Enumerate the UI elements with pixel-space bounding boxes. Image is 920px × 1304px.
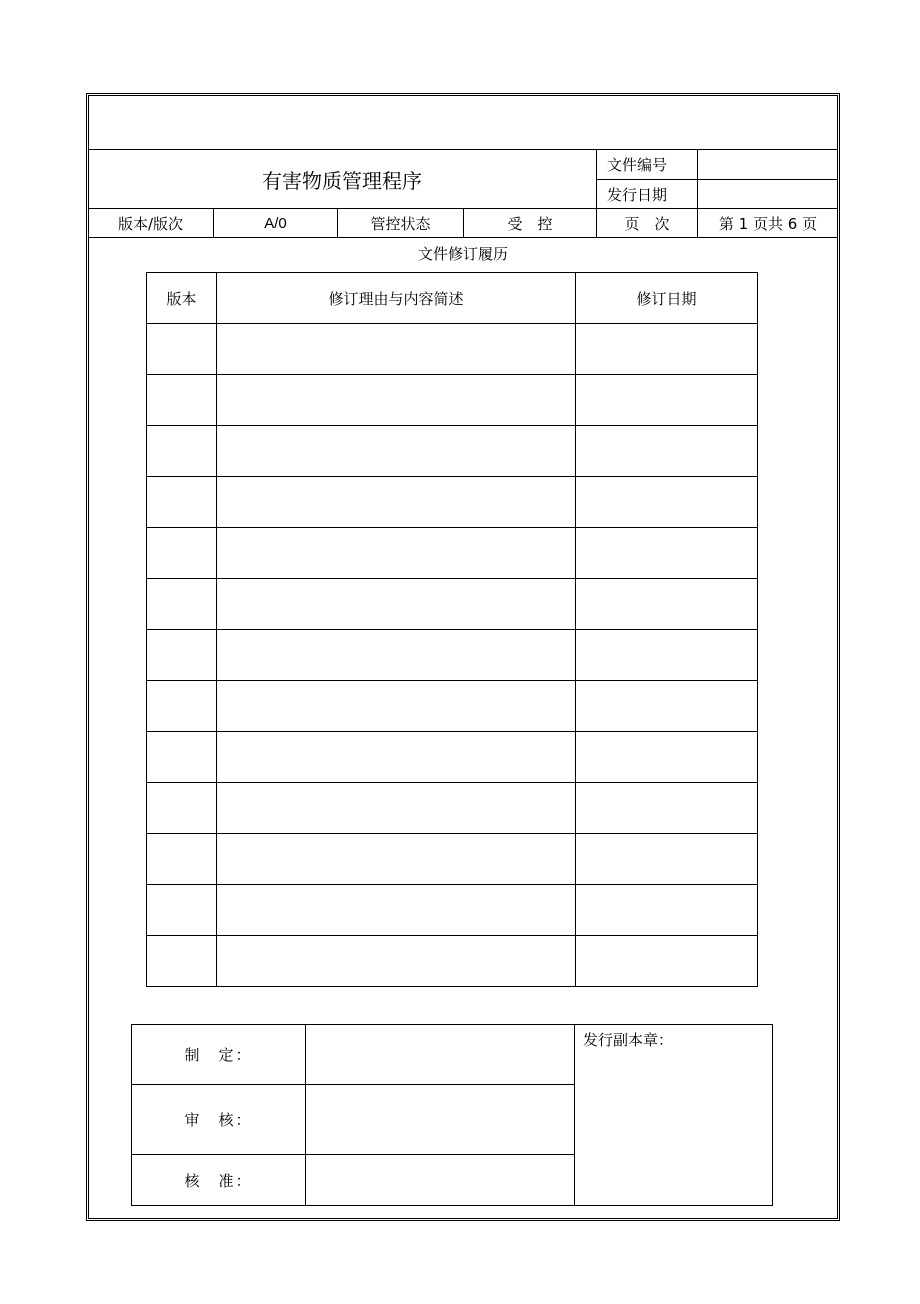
document-title: 有害物质管理程序 bbox=[262, 168, 422, 193]
revision-summary-cell bbox=[217, 630, 576, 681]
revision-date-cell bbox=[576, 732, 758, 783]
signoff-table bbox=[131, 1024, 773, 1206]
revision-date-cell bbox=[576, 630, 758, 681]
revision-table bbox=[146, 272, 758, 987]
page-label: 页 次 bbox=[624, 214, 670, 233]
revision-summary-cell bbox=[217, 885, 576, 936]
revision-date-cell bbox=[576, 528, 758, 579]
table-row bbox=[147, 834, 758, 885]
table-row bbox=[147, 426, 758, 477]
revision-version-cell bbox=[147, 426, 217, 477]
revision-summary-cell bbox=[217, 426, 576, 477]
table-row bbox=[147, 681, 758, 732]
revision-date-cell bbox=[576, 579, 758, 630]
prepared-field bbox=[306, 1025, 575, 1085]
page-value: 第 1 页共 6 页 bbox=[718, 214, 818, 233]
issue-copy-seal: 发行副本章： bbox=[575, 1025, 773, 1206]
table-row bbox=[147, 630, 758, 681]
column-header-version: 版本 bbox=[147, 273, 217, 324]
revision-summary-cell bbox=[217, 681, 576, 732]
table-row bbox=[147, 579, 758, 630]
revision-version-cell bbox=[147, 375, 217, 426]
doc-number-label: 文件编号 bbox=[607, 156, 668, 174]
revision-version-cell bbox=[147, 732, 217, 783]
approved-label: 核 准： bbox=[132, 1155, 306, 1206]
table-row bbox=[147, 732, 758, 783]
revision-date-cell bbox=[576, 324, 758, 375]
reviewed-field bbox=[306, 1085, 575, 1155]
signoff-row bbox=[132, 1025, 773, 1085]
revision-summary-cell bbox=[217, 324, 576, 375]
table-row bbox=[147, 477, 758, 528]
revision-version-cell bbox=[147, 834, 217, 885]
control-status-label: 管控状态 bbox=[370, 214, 431, 233]
revision-date-cell bbox=[576, 375, 758, 426]
revision-caption: 文件修订履历 bbox=[417, 244, 508, 263]
table-row bbox=[147, 885, 758, 936]
version-value: A/0 bbox=[264, 214, 287, 232]
revision-date-cell bbox=[576, 936, 758, 987]
control-status-value: 受 控 bbox=[507, 214, 553, 233]
revision-date-cell bbox=[576, 885, 758, 936]
revision-version-cell bbox=[147, 783, 217, 834]
revision-summary-cell bbox=[217, 477, 576, 528]
revision-date-cell bbox=[576, 477, 758, 528]
table-row bbox=[147, 783, 758, 834]
revision-header-row bbox=[147, 273, 758, 324]
column-header-date: 修订日期 bbox=[576, 273, 758, 324]
column-header-summary: 修订理由与内容简述 bbox=[217, 273, 576, 324]
revision-summary-cell bbox=[217, 834, 576, 885]
revision-summary-cell bbox=[217, 732, 576, 783]
table-row bbox=[147, 375, 758, 426]
revision-version-cell bbox=[147, 885, 217, 936]
revision-date-cell bbox=[576, 426, 758, 477]
table-row bbox=[147, 528, 758, 579]
revision-version-cell bbox=[147, 477, 217, 528]
reviewed-label: 审 核： bbox=[132, 1085, 306, 1155]
doc-number-value bbox=[698, 150, 838, 179]
revision-version-cell bbox=[147, 630, 217, 681]
version-label: 版本/版次 bbox=[117, 214, 184, 233]
revision-version-cell bbox=[147, 936, 217, 987]
revision-version-cell bbox=[147, 528, 217, 579]
revision-date-cell bbox=[576, 681, 758, 732]
approved-field bbox=[306, 1155, 575, 1206]
revision-date-cell bbox=[576, 834, 758, 885]
table-row bbox=[147, 324, 758, 375]
revision-summary-cell bbox=[217, 579, 576, 630]
revision-summary-cell bbox=[217, 528, 576, 579]
header-divider-bottom bbox=[88, 237, 838, 238]
revision-version-cell bbox=[147, 681, 217, 732]
revision-summary-cell bbox=[217, 375, 576, 426]
revision-date-cell bbox=[576, 783, 758, 834]
revision-summary-cell bbox=[217, 936, 576, 987]
revision-version-cell bbox=[147, 324, 217, 375]
table-row bbox=[147, 936, 758, 987]
prepared-label: 制 定： bbox=[132, 1025, 306, 1085]
issue-date-label: 发行日期 bbox=[607, 185, 668, 204]
revision-summary-cell bbox=[217, 783, 576, 834]
issue-date-value bbox=[698, 180, 838, 208]
revision-version-cell bbox=[147, 579, 217, 630]
